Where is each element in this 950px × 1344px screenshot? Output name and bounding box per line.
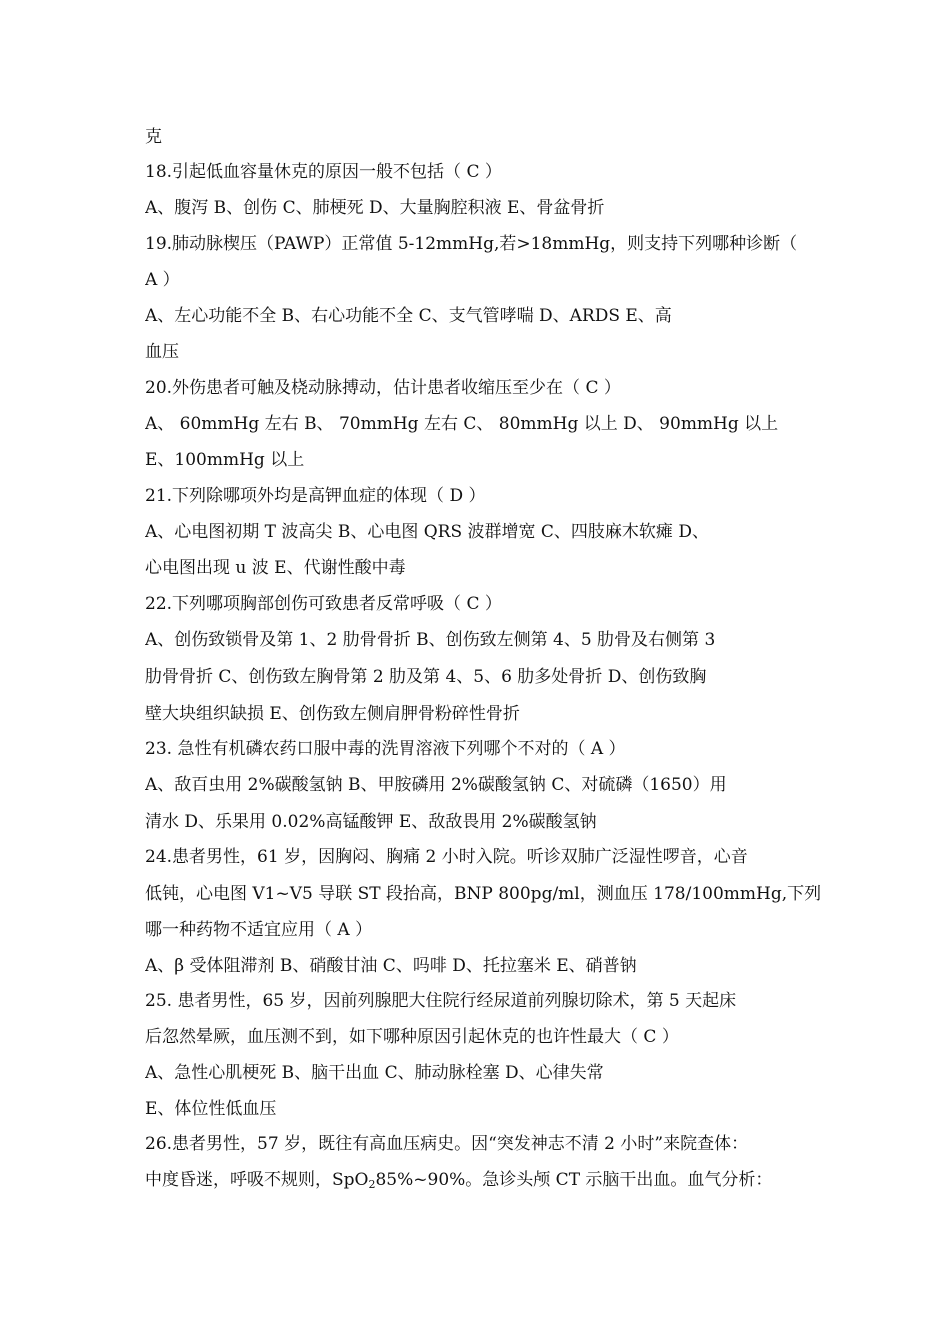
question-23: 23. 急性有机磷农药口服中毒的洗胃溶液下列哪个不对的（ A ） (145, 739, 626, 759)
question-26: 26.患者男性，57 岁，既往有高血压病史。因“突发神志不清 2 小时”来院查体： (145, 1134, 749, 1154)
options-25: A、急性心肌梗死 B、脑干出血 C、肺动脉栓塞 D、心律失常 (145, 1063, 604, 1083)
question-25-cont: 后忽然晕厥，血压测不到，如下哪种原因引起休克的也许性最大（ C ） (145, 1027, 679, 1047)
question-25: 25. 患者男性，65 岁，因前列腺肥大住院行经尿道前列腺切除术，第 5 天起床 (145, 991, 737, 1011)
question-24: 24.患者男性，61 岁，因胸闷、胸痛 2 小时入院。听诊双肺广泛湿性啰音，心音 (145, 847, 748, 867)
question-24-cont: 哪一种药物不适宜应用（ A ） (145, 920, 373, 940)
question-26-cont (145, 1169, 825, 1196)
options-18: A、腹泻 B、创伤 C、肺梗死 D、大量胸腔积液 E、骨盆骨折 (145, 198, 605, 218)
question-24-cont: 低钝，心电图 V1~V5 导联 ST 段抬高，BNP 800pg/ml，测血压 178/100mmHg,下列 (145, 884, 822, 904)
question-19: 19.肺动脉楔压（PAWP）正常值 5-12mmHg,若>18mmHg，则支持下列哪种诊断（ (145, 234, 798, 254)
question-20: 20.外伤患者可触及桡动脉搏动，估计患者收缩压至少在（ C ） (145, 378, 621, 398)
question-22: 22.下列哪项胸部创伤可致患者反常呼吸（ C ） (145, 594, 502, 614)
options-24: A、β 受体阻滞剂 B、硝酸甘油 C、吗啡 D、托拉塞米 E、硝普钠 (145, 956, 637, 976)
options-23: A、敌百虫用 2%碳酸氢钠 B、甲胺磷用 2%碳酸氢钠 C、对硫磷（1650）用 (145, 775, 727, 795)
text-segment: 中度昏迷，呼吸不规则，SpO (145, 1170, 369, 1190)
options-23-cont: 清水 D、乐果用 0.02%高锰酸钾 E、敌敌畏用 2%碳酸氢钠 (145, 812, 597, 832)
question-21: 21.下列除哪项外均是高钾血症的体现（ D ） (145, 486, 486, 506)
options-21: A、心电图初期 T 波高尖 B、心电图 QRS 波群增宽 C、四肢麻木软瘫 D、 (145, 522, 709, 542)
options-22-cont: 肋骨骨折 C、创伤致左胸骨第 2 肋及第 4、5、6 肋多处骨折 D、创伤致胸 (145, 667, 707, 687)
options-22: A、创伤致锁骨及第 1、2 肋骨骨折 B、创伤致左侧第 4、5 肋骨及右侧第 3 (145, 630, 716, 650)
question-19-answer: A ） (145, 270, 180, 290)
options-19: A、左心功能不全 B、右心功能不全 C、支气管哮喘 D、ARDS E、高 (145, 306, 672, 326)
question-18: 18.引起低血容量休克的原因一般不包括（ C ） (145, 162, 502, 182)
subscript: 2 (368, 1178, 376, 1191)
options-20: A、 60mmHg 左右 B、 70mmHg 左右 C、 80mmHg 以上 D、 90mmHg 以上 (145, 414, 779, 434)
options-19-cont: 血压 (145, 342, 179, 362)
text-line: 克 (145, 127, 162, 147)
options-21-cont: 心电图出现 u 波 E、代谢性酸中毒 (145, 558, 406, 578)
text-segment: 85%~90%。急诊头颅 CT 示脑干出血。血气分析： (375, 1170, 773, 1190)
options-20-cont: E、100mmHg 以上 (145, 450, 305, 470)
options-25-cont: E、体位性低血压 (145, 1099, 277, 1119)
options-22-cont: 壁大块组织缺损 E、创伤致左侧肩胛骨粉碎性骨折 (145, 704, 520, 724)
